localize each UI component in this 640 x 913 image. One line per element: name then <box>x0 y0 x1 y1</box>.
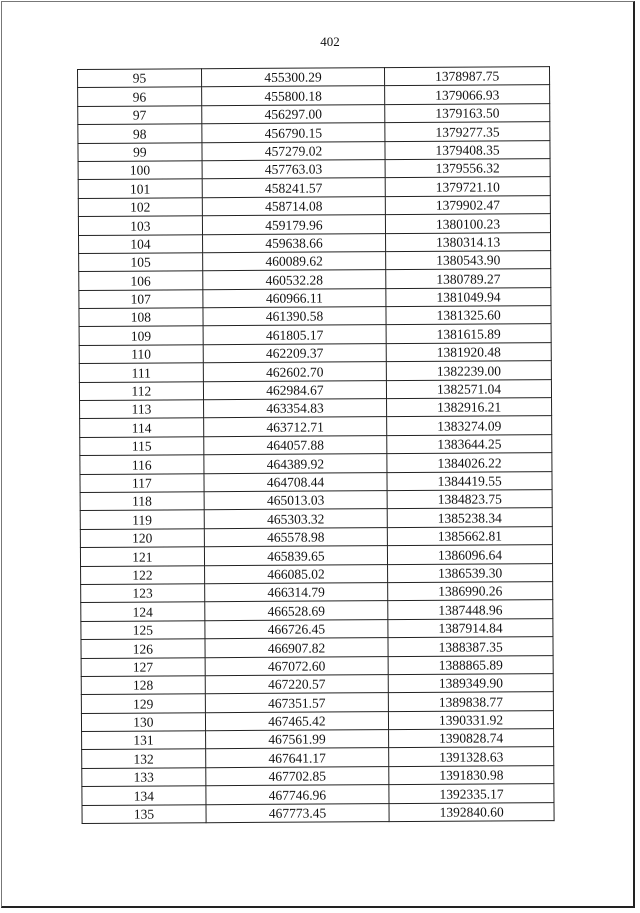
row-index-cell: 118 <box>80 492 204 511</box>
row-index-cell: 97 <box>78 106 202 125</box>
x-value-cell: 462984.67 <box>203 380 387 400</box>
x-value-cell: 463354.83 <box>203 399 387 419</box>
x-value-cell: 455800.18 <box>201 86 385 106</box>
y-value-cell: 1384419.55 <box>387 471 552 490</box>
x-value-cell: 458241.57 <box>202 178 386 198</box>
table-row <box>79 324 551 345</box>
row-index-cell: 108 <box>79 308 203 327</box>
y-value-cell: 1379721.10 <box>385 177 550 196</box>
table-row <box>81 692 553 713</box>
table-row <box>81 618 553 639</box>
table-row <box>82 747 554 768</box>
x-value-cell: 459638.66 <box>202 233 386 253</box>
row-index-cell: 96 <box>78 87 202 106</box>
table-row <box>80 434 552 455</box>
row-index-cell: 125 <box>81 620 205 639</box>
x-value-cell: 467561.99 <box>205 730 389 750</box>
x-value-cell: 457763.03 <box>202 160 386 180</box>
y-value-cell: 1382239.00 <box>386 361 551 380</box>
x-value-cell: 460089.62 <box>202 252 386 272</box>
y-value-cell: 1385662.81 <box>388 526 553 545</box>
y-value-cell: 1380543.90 <box>386 251 551 270</box>
x-value-cell: 460966.11 <box>203 288 387 308</box>
row-index-cell: 122 <box>81 565 205 584</box>
table-row <box>81 655 553 676</box>
row-index-cell: 131 <box>82 731 206 750</box>
row-index-cell: 101 <box>78 179 202 198</box>
row-index-cell: 130 <box>81 712 205 731</box>
x-value-cell: 465578.98 <box>204 527 388 547</box>
table-row <box>78 177 550 198</box>
y-value-cell: 1387448.96 <box>388 600 553 619</box>
row-index-cell: 132 <box>82 749 206 768</box>
x-value-cell: 466528.69 <box>204 601 388 621</box>
x-value-cell: 459179.96 <box>202 215 386 235</box>
y-value-cell: 1387914.84 <box>388 618 553 637</box>
table-row <box>79 361 551 382</box>
table-row <box>81 637 553 658</box>
y-value-cell: 1391328.63 <box>389 747 554 766</box>
row-index-cell: 105 <box>79 253 203 272</box>
y-value-cell: 1379163.50 <box>385 103 550 122</box>
table-row <box>78 67 550 88</box>
table-row <box>79 379 551 400</box>
x-value-cell: 467641.17 <box>205 748 389 768</box>
row-index-cell: 104 <box>79 234 203 253</box>
y-value-cell: 1380789.27 <box>386 269 551 288</box>
table-row <box>82 784 554 805</box>
y-value-cell: 1388387.35 <box>388 637 553 656</box>
y-value-cell: 1384026.22 <box>387 453 552 472</box>
y-value-cell: 1383274.09 <box>387 416 552 435</box>
x-value-cell: 462209.37 <box>203 343 387 363</box>
row-index-cell: 110 <box>79 345 203 364</box>
x-value-cell: 467351.57 <box>205 693 389 713</box>
x-value-cell: 466726.45 <box>205 619 389 639</box>
row-index-cell: 98 <box>78 124 202 143</box>
y-value-cell: 1381615.89 <box>386 324 551 343</box>
row-index-cell: 113 <box>80 400 204 419</box>
row-index-cell: 99 <box>78 142 202 161</box>
row-index-cell: 134 <box>82 786 206 805</box>
row-index-cell: 103 <box>78 216 202 235</box>
x-value-cell: 458714.08 <box>202 196 386 216</box>
table-row <box>78 103 550 124</box>
table-row <box>78 122 550 143</box>
row-index-cell: 112 <box>79 381 203 400</box>
row-index-cell: 121 <box>80 547 204 566</box>
table-row <box>82 802 554 823</box>
row-index-cell: 107 <box>79 289 203 308</box>
y-value-cell: 1379277.35 <box>385 122 550 141</box>
table-body <box>78 67 555 824</box>
y-value-cell: 1384823.75 <box>387 490 552 509</box>
y-value-cell: 1382571.04 <box>387 379 552 398</box>
table-row <box>81 710 553 731</box>
y-value-cell: 1386990.26 <box>388 582 553 601</box>
y-value-cell: 1381049.94 <box>386 287 551 306</box>
x-value-cell: 467746.96 <box>206 785 390 805</box>
y-value-cell: 1392840.60 <box>389 802 554 821</box>
x-value-cell: 467702.85 <box>206 766 390 786</box>
table-row <box>81 600 553 621</box>
y-value-cell: 1388865.89 <box>388 655 553 674</box>
x-value-cell: 467220.57 <box>205 674 389 694</box>
y-value-cell: 1389349.90 <box>388 673 553 692</box>
table-row <box>81 673 553 694</box>
row-index-cell: 111 <box>79 363 203 382</box>
x-value-cell: 465013.03 <box>204 491 388 511</box>
table-row <box>78 140 550 161</box>
table-row <box>82 765 554 786</box>
row-index-cell: 127 <box>81 657 205 676</box>
table-row <box>80 508 552 529</box>
coordinate-table <box>77 66 555 824</box>
y-value-cell: 1386096.64 <box>388 545 553 564</box>
y-value-cell: 1390331.92 <box>389 710 554 729</box>
x-value-cell: 455300.29 <box>201 68 385 88</box>
table-row <box>80 471 552 492</box>
x-value-cell: 463712.71 <box>203 417 387 437</box>
y-value-cell: 1380314.13 <box>386 232 551 251</box>
table-row <box>80 398 552 419</box>
x-value-cell: 466085.02 <box>204 564 388 584</box>
y-value-cell: 1380100.23 <box>386 214 551 233</box>
table-row <box>79 342 551 363</box>
y-value-cell: 1392335.17 <box>389 784 554 803</box>
x-value-cell: 456297.00 <box>201 104 385 124</box>
x-value-cell: 462602.70 <box>203 362 387 382</box>
x-value-cell: 457279.02 <box>202 141 386 161</box>
x-value-cell: 465303.32 <box>204 509 388 529</box>
row-index-cell: 115 <box>80 437 204 456</box>
table-row <box>78 85 550 106</box>
x-value-cell: 464708.44 <box>204 472 388 492</box>
row-index-cell: 119 <box>80 510 204 529</box>
row-index-cell: 100 <box>78 161 202 180</box>
y-value-cell: 1390828.74 <box>389 729 554 748</box>
x-value-cell: 464389.92 <box>204 454 388 474</box>
row-index-cell: 117 <box>80 473 204 492</box>
table-row <box>79 287 551 308</box>
row-index-cell: 128 <box>81 676 205 695</box>
table-row <box>82 729 554 750</box>
table-row <box>78 195 550 216</box>
table-row <box>79 232 551 253</box>
y-value-cell: 1383644.25 <box>387 434 552 453</box>
table-row <box>79 269 551 290</box>
y-value-cell: 1389838.77 <box>389 692 554 711</box>
table-row <box>81 582 553 603</box>
y-value-cell: 1379066.93 <box>385 85 550 104</box>
row-index-cell: 95 <box>78 69 202 88</box>
row-index-cell: 135 <box>82 804 206 823</box>
row-index-cell: 124 <box>81 602 205 621</box>
y-value-cell: 1391830.98 <box>389 765 554 784</box>
table-row <box>79 306 551 327</box>
y-value-cell: 1379556.32 <box>385 159 550 178</box>
y-value-cell: 1385238.34 <box>387 508 552 527</box>
x-value-cell: 456790.15 <box>202 123 386 143</box>
x-value-cell: 467072.60 <box>205 656 389 676</box>
row-index-cell: 126 <box>81 639 205 658</box>
table-row <box>80 526 552 547</box>
row-index-cell: 123 <box>81 584 205 603</box>
table-row <box>79 251 551 272</box>
table-row <box>80 490 552 511</box>
row-index-cell: 120 <box>80 528 204 547</box>
row-index-cell: 102 <box>78 197 202 216</box>
y-value-cell: 1379902.47 <box>385 195 550 214</box>
y-value-cell: 1386539.30 <box>388 563 553 582</box>
x-value-cell: 464057.88 <box>203 435 387 455</box>
table-row <box>78 214 550 235</box>
y-value-cell: 1381920.48 <box>386 342 551 361</box>
y-value-cell: 1379408.35 <box>385 140 550 159</box>
row-index-cell: 116 <box>80 455 204 474</box>
row-index-cell: 106 <box>79 271 203 290</box>
x-value-cell: 460532.28 <box>202 270 386 290</box>
table-row <box>78 159 550 180</box>
row-index-cell: 129 <box>81 694 205 713</box>
table-row <box>80 545 552 566</box>
x-value-cell: 461390.58 <box>203 307 387 327</box>
table-row <box>80 453 552 474</box>
row-index-cell: 109 <box>79 326 203 345</box>
x-value-cell: 467465.42 <box>205 711 389 731</box>
x-value-cell: 461805.17 <box>203 325 387 345</box>
y-value-cell: 1378987.75 <box>385 67 550 86</box>
row-index-cell: 114 <box>80 418 204 437</box>
x-value-cell: 465839.65 <box>204 546 388 566</box>
x-value-cell: 466907.82 <box>205 638 389 658</box>
x-value-cell: 466314.79 <box>204 583 388 603</box>
table-row <box>80 416 552 437</box>
row-index-cell: 133 <box>82 768 206 787</box>
x-value-cell: 467773.45 <box>206 803 390 823</box>
table-row <box>81 563 553 584</box>
y-value-cell: 1382916.21 <box>387 398 552 417</box>
y-value-cell: 1381325.60 <box>386 306 551 325</box>
page-number: 402 <box>320 34 340 49</box>
